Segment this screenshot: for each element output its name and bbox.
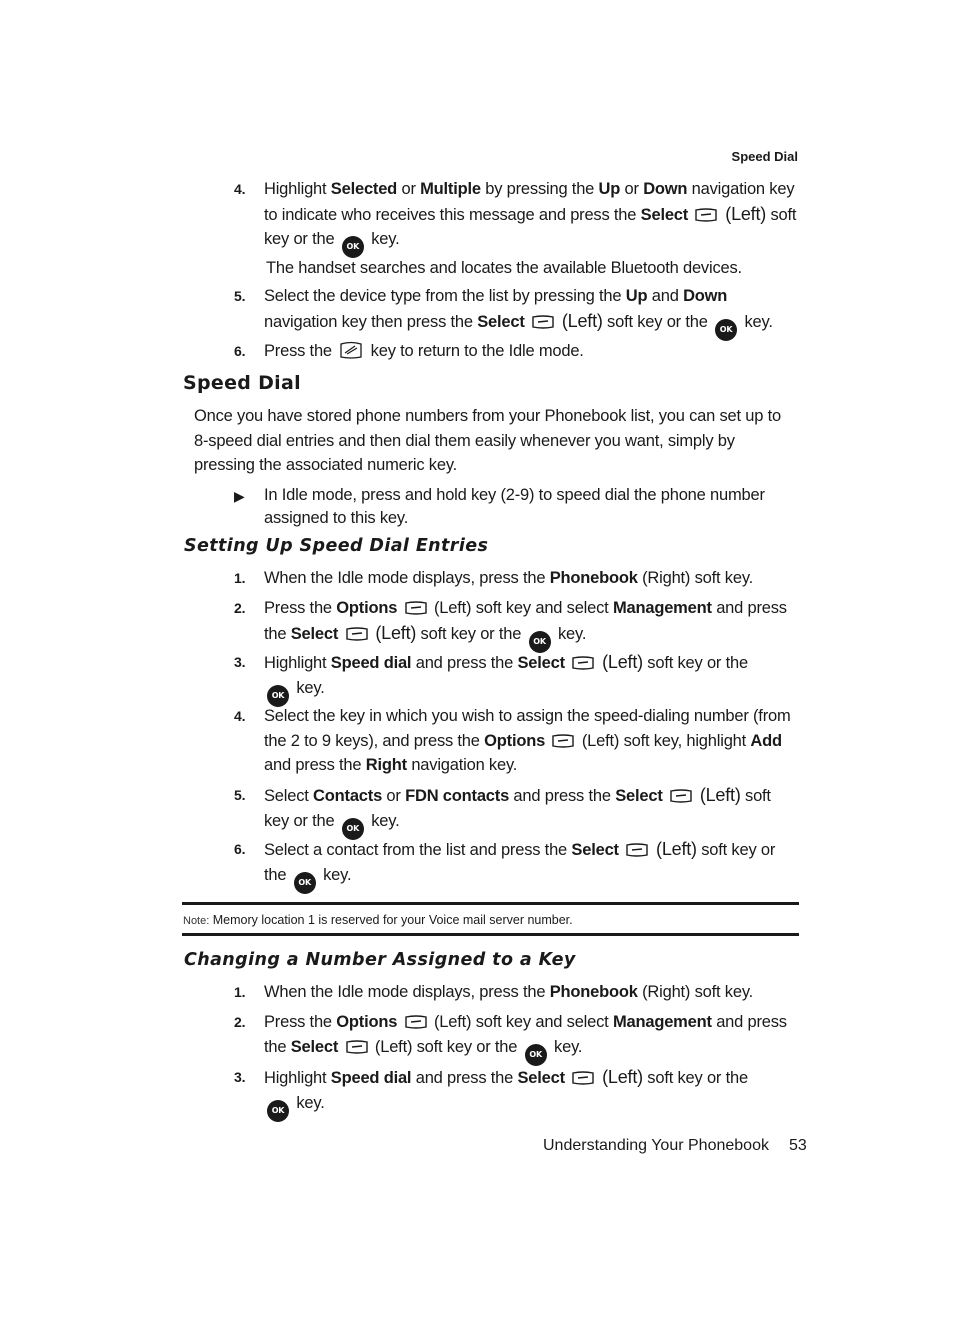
left-soft-key-icon: [404, 600, 428, 616]
step-text: Press the Options (Left) soft key and select Management and press the Select (Left) soft key or the OK key.: [264, 596, 800, 653]
ok-key-icon: OK: [715, 319, 737, 341]
speed-dial-intro: Once you have stored phone numbers from your Phonebook list, you can set up to 8-speed dial entries and then dial them easily whenever you want, simply by pressing the associated numeric key.: [194, 407, 782, 474]
step-text: Select Contacts or FDN contacts and press the Select (Left) soft key or the OK key.: [264, 783, 800, 840]
step-number: 3.: [234, 654, 246, 670]
ok-key-icon: OK: [529, 631, 551, 653]
note-top-rule: [182, 902, 799, 905]
step-number: 5.: [234, 787, 246, 803]
speed-dial-bullet: ▶ In Idle mode, press and hold key (2-9) to speed dial the phone number assigned to this key.: [234, 486, 765, 527]
note-label: Note:: [183, 915, 210, 927]
triangle-bullet-icon: ▶: [234, 488, 245, 504]
end-key-icon: [338, 340, 364, 360]
setup-step-1: [234, 566, 800, 591]
left-soft-key-icon: [551, 733, 575, 749]
left-soft-key-icon: [694, 207, 718, 223]
step-text: Highlight Selected or Multiple by pressing the Up or Down navigation key to indicate who receives this message and press the Select (Left) soft key or the OK key.: [264, 177, 800, 258]
page-number: 53: [788, 1137, 807, 1154]
step-text: Select a contact from the list and press the Select (Left) soft key or the OK key.: [264, 837, 800, 894]
subsection-title-setting-up: Setting Up Speed Dial Entries: [184, 536, 489, 556]
change-step-2: [234, 1010, 800, 1066]
left-soft-key-icon: [669, 788, 693, 804]
step-4-result: The handset searches and locates the available Bluetooth devices.: [266, 259, 742, 277]
change-step-3: [234, 1065, 800, 1122]
step-number: 1.: [234, 984, 246, 1000]
step-number: 6.: [234, 343, 246, 359]
step-4-top: [234, 177, 800, 258]
setup-step-5: [234, 783, 800, 840]
subsection-title-changing: Changing a Number Assigned to a Key: [184, 950, 576, 970]
setup-step-3: [234, 650, 800, 707]
section-title-speed-dial: Speed Dial: [183, 372, 301, 394]
left-soft-key-icon: [531, 314, 555, 330]
note-bottom-rule: [182, 933, 799, 936]
step-number: 5.: [234, 288, 246, 304]
page-footer: [543, 1137, 807, 1155]
left-soft-key-icon: [571, 655, 595, 671]
step-text: Press the key to return to the Idle mode.: [264, 342, 584, 360]
step-text: Highlight Speed dial and press the Select (Left) soft key or the OK key.: [264, 1065, 800, 1122]
step-text: Highlight Speed dial and press the Select (Left) soft key or the OK key.: [264, 650, 800, 707]
step-text: Select the key in which you wish to assign the speed-dialing number (from the 2 to 9 keys), and press the Options (Left) soft key, highlight Add and press the Right navigation key.: [264, 707, 791, 774]
note: [183, 913, 573, 927]
ok-key-icon: OK: [294, 872, 316, 894]
step-number: 6.: [234, 841, 246, 857]
step-6-top: [234, 339, 800, 364]
step-text: When the Idle mode displays, press the Phonebook (Right) soft key.: [264, 569, 754, 587]
step-number: 3.: [234, 1069, 246, 1085]
left-soft-key-icon: [571, 1070, 595, 1086]
note-text: Memory location 1 is reserved for your Voice mail server number.: [209, 913, 573, 927]
change-step-1: [234, 980, 800, 1005]
step-5-top: [234, 284, 800, 341]
left-soft-key-icon: [345, 1039, 369, 1055]
ok-key-icon: OK: [267, 685, 289, 707]
step-number: 1.: [234, 570, 246, 586]
setup-step-6: [234, 837, 800, 894]
ok-key-icon: OK: [342, 236, 364, 258]
ok-key-icon: OK: [525, 1044, 547, 1066]
step-number: 4.: [234, 708, 246, 724]
left-soft-key-icon: [625, 842, 649, 858]
ok-key-icon: OK: [267, 1100, 289, 1122]
step-text: When the Idle mode displays, press the Phonebook (Right) soft key.: [264, 983, 754, 1001]
step-number: 4.: [234, 181, 246, 197]
running-head: Speed Dial: [731, 149, 798, 164]
setup-step-4: [234, 704, 800, 778]
step-number: 2.: [234, 600, 246, 616]
setup-step-2: [234, 596, 800, 653]
step-text: Press the Options (Left) soft key and select Management and press the Select (Left) soft key or the OK key.: [264, 1010, 800, 1066]
footer-section: Understanding Your Phonebook: [543, 1137, 769, 1154]
left-soft-key-icon: [345, 626, 369, 642]
left-soft-key-icon: [404, 1014, 428, 1030]
step-number: 2.: [234, 1014, 246, 1030]
step-text: Select the device type from the list by pressing the Up and Down navigation key then press the Select (Left) soft key or the OK key.: [264, 284, 800, 341]
ok-key-icon: OK: [342, 818, 364, 840]
